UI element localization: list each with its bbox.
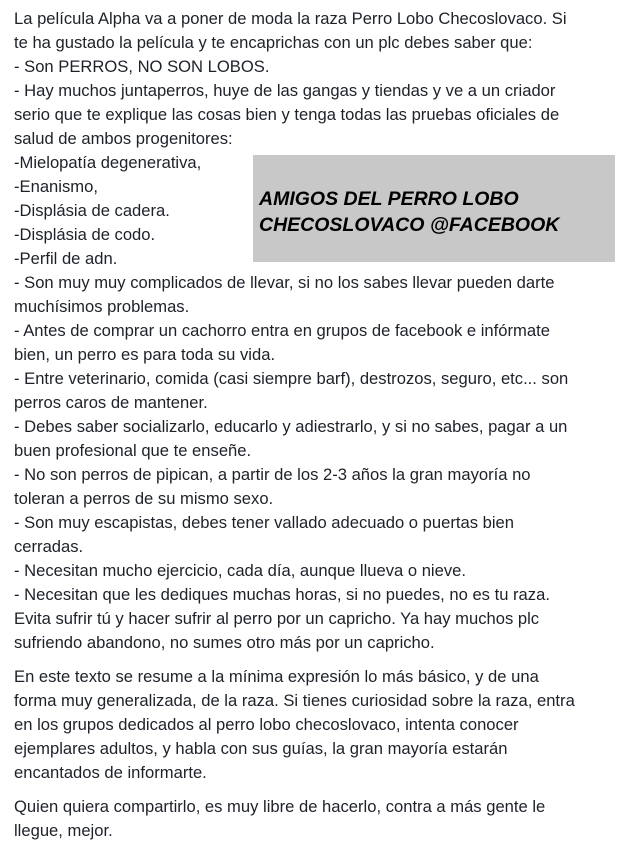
post-line: toleran a perros de su mismo sexo.	[14, 489, 274, 508]
post-line: bien, un perro es para toda su vida.	[14, 345, 276, 364]
post-line: - Son muy escapistas, debes tener vallado adecuado o puertas bien	[14, 513, 514, 532]
post-line: perros caros de mantener.	[14, 393, 208, 412]
post-line: sufriendo abandono, no sumes otro más por un capricho.	[14, 633, 435, 652]
watermark-line-2: CHECOSLOVACO @FACEBOOK	[259, 214, 560, 236]
post-line: salud de ambos progenitores:	[14, 129, 233, 148]
post-line: -Perfil de adn.	[14, 249, 118, 268]
post-line: - Antes de comprar un cachorro entra en grupos de facebook e infórmate	[14, 321, 550, 340]
post-line: - Debes saber socializarlo, educarlo y adiestrarlo, y si no sabes, pagar a un	[14, 417, 568, 436]
watermark-line-1: AMIGOS DEL PERRO LOBO	[259, 188, 519, 210]
post-line: - Necesitan que les dediques muchas horas, si no puedes, no es tu raza.	[14, 585, 550, 604]
post-line: muchísimos problemas.	[14, 297, 190, 316]
post-line: te ha gustado la película y te encaprichas con un plc debes saber que:	[14, 33, 533, 52]
post-summary-paragraph	[14, 665, 620, 785]
post-line: - Entre veterinario, comida (casi siempre barf), destrozos, seguro, etc... son	[14, 369, 569, 388]
post-line: Evita sufrir tú y hacer sufrir al perro por un capricho. Ya hay muchos plc	[14, 609, 540, 628]
post-line: -Mielopatía degenerativa,	[14, 153, 202, 172]
summary-line: En este texto se resume a la mínima expresión lo más básico, y de una	[14, 667, 539, 686]
summary-line: forma muy generalizada, de la raza. Si tienes curiosidad sobre la raza, entra	[14, 691, 575, 710]
post-share-paragraph	[14, 795, 620, 843]
post-line: - Son PERROS, NO SON LOBOS.	[14, 57, 270, 76]
summary-line: encantados de informarte.	[14, 763, 207, 782]
post-main-paragraph	[14, 7, 620, 655]
post-line: - Son muy muy complicados de llevar, si no los sabes llevar pueden darte	[14, 273, 555, 292]
post-line: -Displásia de cadera.	[14, 201, 170, 220]
summary-line: ejemplares adultos, y habla con sus guías, la gran mayoría estarán	[14, 739, 508, 758]
share-line: llegue, mejor.	[14, 821, 113, 840]
post-line: cerradas.	[14, 537, 84, 556]
post-line: serio que te explique las cosas bien y tenga todas las pruebas oficiales de	[14, 105, 560, 124]
post-line: - Necesitan mucho ejercicio, cada día, aunque llueva o nieve.	[14, 561, 466, 580]
share-line: Quien quiera compartirlo, es muy libre de hacerlo, contra a más gente le	[14, 797, 546, 816]
post-line: - Hay muchos juntaperros, huye de las gangas y tiendas y ve a un criador	[14, 81, 556, 100]
summary-line: en los grupos dedicados al perro lobo checoslovaco, intenta conocer	[14, 715, 519, 734]
post-line: -Enanismo,	[14, 177, 98, 196]
post-line: -Displásia de codo.	[14, 225, 156, 244]
post-line: La película Alpha va a poner de moda la raza Perro Lobo Checoslovaco. Si	[14, 9, 567, 28]
post-line: - No son perros de pipican, a partir de los 2-3 años la gran mayoría no	[14, 465, 531, 484]
post-line: buen profesional que te enseñe.	[14, 441, 252, 460]
post-body	[14, 7, 620, 843]
watermark-label	[259, 186, 559, 238]
